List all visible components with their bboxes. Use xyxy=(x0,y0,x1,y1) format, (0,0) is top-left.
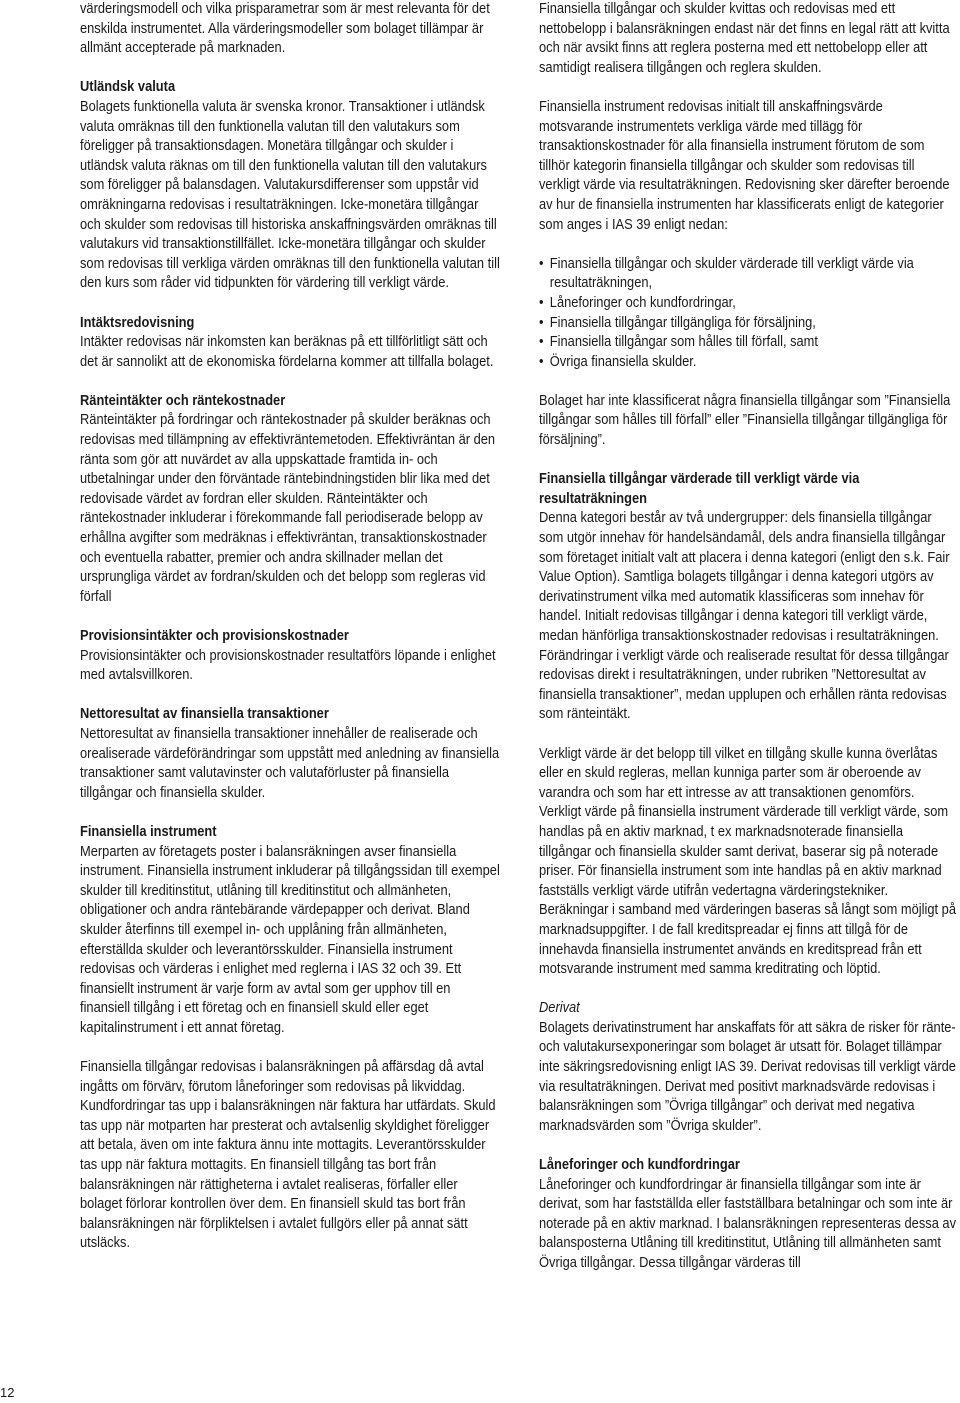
section-heading: Intäktsredovisning xyxy=(80,314,195,331)
right-column xyxy=(539,0,958,1293)
section-heading: Ränteintäkter och räntekostnader xyxy=(80,392,286,409)
section-heading: Finansiella instrument xyxy=(80,823,217,840)
section-body: Bolagets funktionella valuta är svenska kronor. Transaktioner i utländsk valuta omräknas till den funktionella valutan till den valutakurs som föreligger på transaktionsdagen. Monetära tillgångar och skulder i utländsk valuta räknas om till den funktionella valutan till den valutakurs som föreligger på balansdagen. Valutakursdifferenser som uppstår vid omräkningarna redovisas i resultaträkningen. Icke-monetära tillgångar och skulder som redovisas till historiska anskaffningsvärden omräknas till valutakurs vid transaktionstillfället. Icke-monetära tillgångar och skulder som redovisas till verkliga värden omräknas till den funktionella valutan till den kurs som råder vid tidpunkten för värdering till verkligt värde. xyxy=(80,98,500,292)
list-item: • Finansiella tillgångar tillgängliga för försäljning, xyxy=(539,314,958,334)
list-item: • Finansiella tillgångar och skulder värderade till verkligt värde via resultaträkningen, xyxy=(539,255,958,294)
section-revenue xyxy=(80,314,500,373)
section-heading: Provisionsintäkter och provisionskostnader xyxy=(80,628,349,644)
section-body: Merparten av företagets poster i balansräkningen avser finansiella instrument. Finansiella instrument inkluderar på tillgångssidan till exempel skulder till kreditinstitut, utlåning till kreditinstitut och allmänheten, obligationer och andra räntebärande värdepapper och derivat. Bland skulder återfinns till exempel in- och upplåning från allmänheten, efterställda skulder och leverantörsskulder. Finansiella instrument redovisas och värderas i enlighet med reglerna i IAS 32 och 39. Ett finansiellt instrument är varje form av avtal som ger upphov till en finansiell tillgång i ett företag och en finansiell skuld eller eget kapitalinstrument i ett annat företag. xyxy=(80,843,500,1036)
section-body: Denna kategori består av två undergrupper: dels finansiella tillgångar som utgör innehav för handelsändamål, dels andra finansiella tillgångar som företaget initialt valt att placera i denna kategori (enligt den s.k. Fair Value Option). Samtliga bolagets tillgångar i denna kategori utgörs av derivatinstrument vilka med automatik klassificeras som innehav för handel. Initialt redovisas tillgångar i denna kategori till verkligt värde, medan hänförliga transaktionskostnader redovisas i resultaträkningen. Förändringar i verkligt värde och realiserade resultat för dessa tillgångar redovisas direkt i resultaträkningen, under rubriken ”Nettoresultat av finansiella transaktioner”, medan upplupen och erhållen ränta redovisas som ränteintäkt. xyxy=(539,510,950,723)
section-heading: Nettoresultat av finansiella transaktioner xyxy=(80,706,329,723)
list-item: • Finansiella tillgångar som hålles till förfall, samt xyxy=(539,333,958,353)
section-body: Låneforinger och kundfordringar är finansiella tillgångar som inte är derivat, som har fastställda eller fastställbara betalningar och som inte är noterade på en aktiv marknad. I balansräkningen representeras dessa av balansposterna Utlåning till kreditinstitut, Utlåning till allmänheten samt Övriga tillgångar. Dessa tillgångar värderas till xyxy=(539,1176,957,1271)
section-net-result xyxy=(80,705,500,803)
category-list xyxy=(539,255,958,373)
section-body: Intäkter redovisas när inkomsten kan beräknas på ett tillförlitligt sätt och det är sannolikt att de ekonomiska fördelarna kommer att tillfalla bolaget. xyxy=(80,334,494,370)
list-item: • Låneforinger och kundfordringar, xyxy=(539,294,958,314)
financial-assets-paragraph: Finansiella tillgångar redovisas i balansräkningen på affärsdag då avtal ingåtts om förvärv, förutom låneforinger som redovisas på likviddag. Kundfordringar tas upp i balansräkningen när faktura har utfärdats. Skuld tas upp när motparten har presterat och avtalsenlig skyldighet föreligger att betala, även om inte faktura ännu inte mottagits. Leverantörsskulder tas upp när faktura mottagits. En finansiell tillgång tas bort från balansräkningen när rättigheterna i avtalet realiseras, förfaller eller bolaget förlorar kontrollen över dem. En finansiell skuld tas bort från balansräkningen när förpliktelsen i avtalet fullgörs eller på annat sätt utsläcks. xyxy=(80,1059,496,1252)
offsetting-paragraph: Finansiella tillgångar och skulder kvittas och redovisas med ett nettobelopp i balansräkningen endast när det finns en legal rätt att kvitta och när avsikt finns att reglera posterna med ett nettobelopp eller att samtidigt realisera tillgången och reglera skulden. xyxy=(539,1,950,76)
section-interest xyxy=(80,392,500,608)
section-body: Bolagets derivatinstrument har anskaffats för att säkra de risker för ränte- och valutakursexponeringar som bolaget är utsatt för. Bolaget tillämpar inte säkringsredovisning enligt IAS 39. Derivat redovisas till verkligt värde via resultaträkningen. Derivat med positivt marknadsvärde redovisas i balansräkningen som ”Övriga tillgångar” och derivat med negativa marknadsvärden som ”Övriga skulder”. xyxy=(539,1019,956,1134)
section-foreign-currency xyxy=(80,78,500,294)
page-number: 12 xyxy=(0,1385,15,1400)
section-heading: Finansiella tillgångar värderade till verkligt värde via resultaträkningen xyxy=(539,471,860,507)
left-column xyxy=(80,0,500,1274)
classification-paragraph: Bolaget har inte klassificerat några finansiella tillgångar som ”Finansiella tillgångar som hålles till förfall” eller ”Finansiella tillgångar tillgängliga för försäljning”. xyxy=(539,392,951,449)
section-heading: Låneforinger och kundfordringar xyxy=(539,1157,740,1174)
section-fair-value-assets xyxy=(539,470,958,725)
section-commission xyxy=(80,627,500,686)
section-financial-instruments xyxy=(80,823,500,1039)
section-heading: Utländsk valuta xyxy=(80,79,176,96)
list-item: • Övriga finansiella skulder. xyxy=(539,353,958,373)
intro-paragraph: värderingsmodell och vilka prisparametrar som är mest relevanta för det enskilda instrumentet. Alla värderingsmodeller som bolaget tillämpar är allmänt accepterade på marknaden. xyxy=(80,1,490,57)
section-body: Ränteintäkter på fordringar och räntekostnader på skulder beräknas och redovisas med tillämpning av effektivräntemetoden. Effektivräntan är den ränta som gör att nuvärdet av alla uppskattade framtida in- och utbetalningar under den förväntade räntebindningstiden blir lika med det redovisade värdet av fordran eller skulden. Ränteintäkter och räntekostnader inkluderar i förekommande fall periodiserade belopp av erhållna avgifter som medräknas i effektivräntan, transaktionskostnader och eventuella rabatter, premier och andra skillnader mellan det ursprungliga värdet av fordran/skulden och det belopp som regleras vid förfall xyxy=(80,412,496,605)
fair-value-paragraph: Verkligt värde är det belopp till vilket en tillgång skulle kunna överlåtas eller en skuld regleras, mellan kunniga parter som är oberoende av varandra och som har ett intresse av att transaktionen genomförs. Verkligt värde på finansiella instrument värderade till verkligt värde, som handlas på en aktiv marknad, t ex marknadsnoterade finansiella tillgångar och finansiella skulder samt derivat, baserar sig på noterade priser. För finansiella instrument som inte handlas på en aktiv marknad fastställs verkligt värde utifrån vedertagna värderingstekniker. Beräkningar i samband med värderingen baseras så långt som möjligt på marknadsuppgifter. I de fall kreditspreadar ej finns att tillgå för de innehavda finansiella instrumentet används en kreditspread från ett motsvarande instrument med samma kreditrating och löptid. xyxy=(539,745,956,978)
section-body: Provisionsintäkter och provisionskostnader resultatförs löpande i enlighet med avtalsvillkoren. xyxy=(80,647,496,684)
initial-recognition-paragraph: Finansiella instrument redovisas initialt till anskaffningsvärde motsvarande instrumentets verkliga värde med tillägg för transaktionskostnader för alla finansiella instrument förutom de som tillhör kategorin finansiella tillgångar och skulder som redovisas till verkligt värde via resultaträkningen. Redovisning sker därefter beroende av hur de finansiella instrumenten har klassificerats enligt de kategorier som anges i IAS 39 enligt nedan: xyxy=(539,98,950,233)
section-heading: Derivat xyxy=(539,1000,580,1017)
section-derivatives xyxy=(539,999,958,1136)
section-body: Nettoresultat av finansiella transaktioner innehåller de realiserade och orealiserade värdeförändringar som uppstått med anledning av finansiella transaktioner samt valutavinster och valutaförluster på finansiella tillgångar och finansiella skulder. xyxy=(80,725,500,801)
section-loans-receivables xyxy=(539,1156,958,1274)
